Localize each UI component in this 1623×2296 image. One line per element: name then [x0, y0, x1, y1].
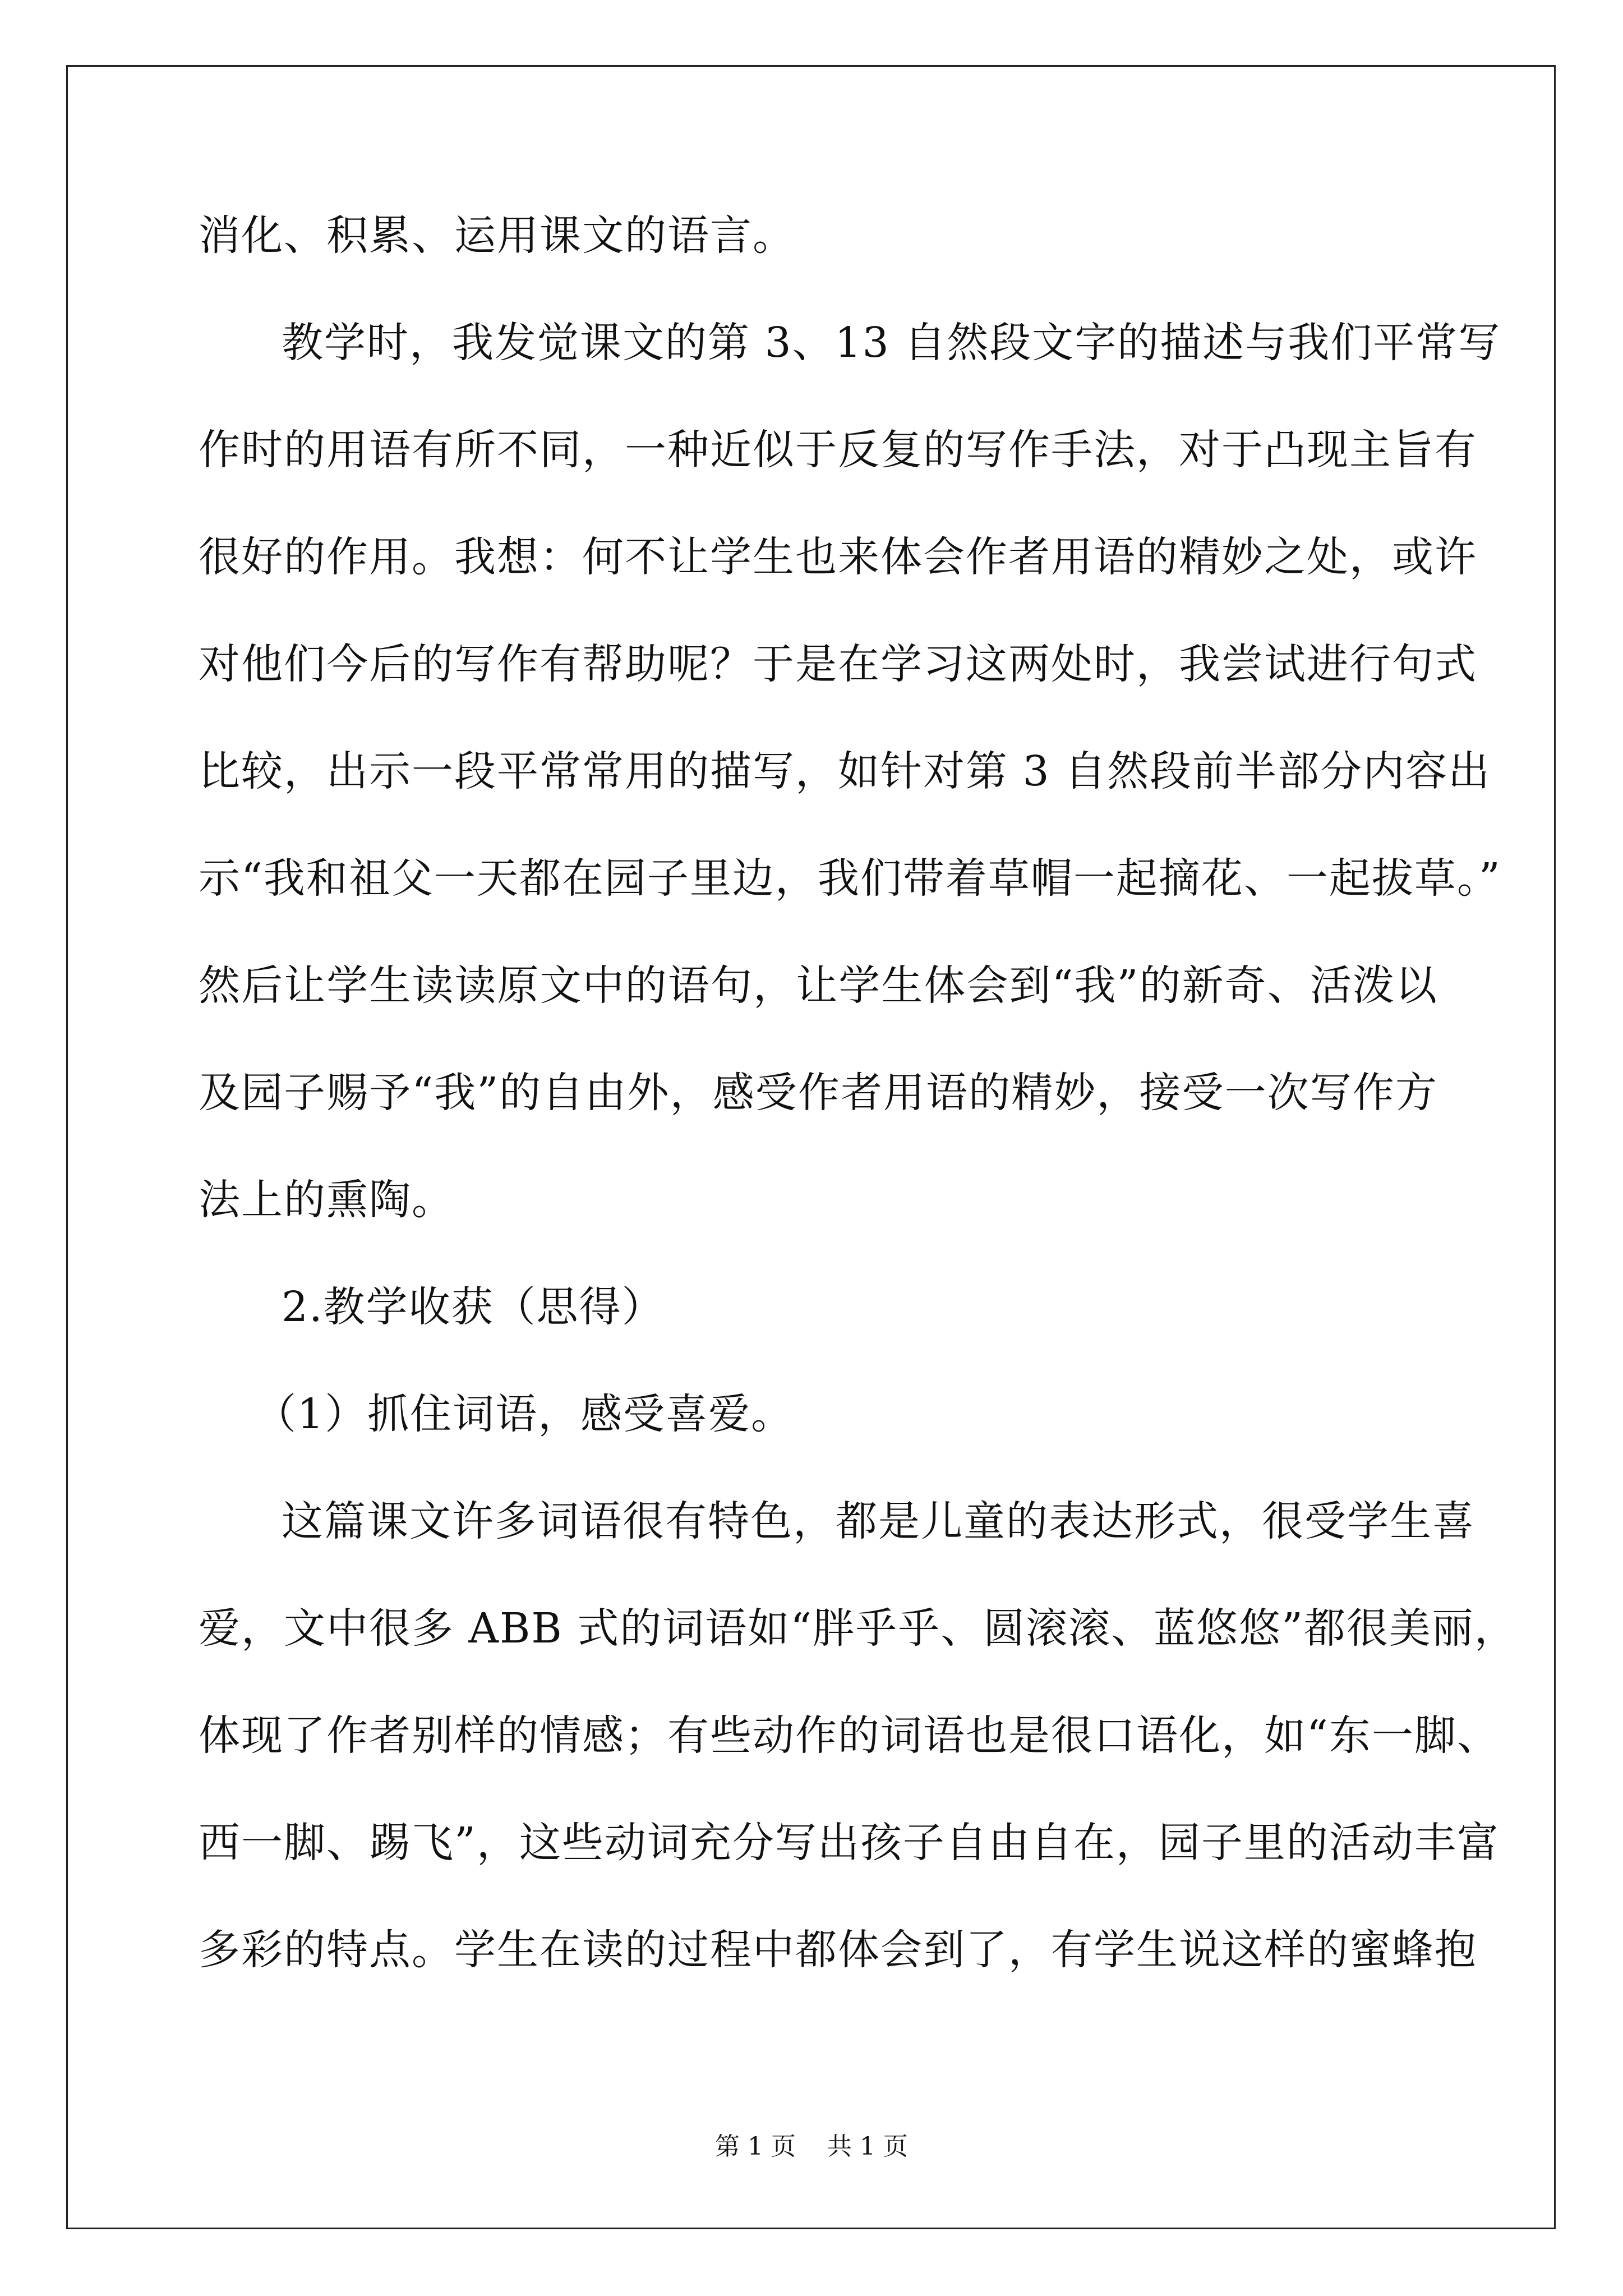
text-line: 及园子赐予“我”的自由外，感受作者用语的精妙，接受一次写作方 — [199, 1069, 1438, 1117]
text-line: 示“我和祖父一天都在园子里边，我们带着草帽一起摘花、一起拔草。” — [199, 854, 1501, 903]
subsection-heading: （1）抓住词语，感受喜爱。 — [255, 1390, 794, 1438]
text-line: 很好的作用。我想：何不让学生也来体会作者用语的精妙之处，或许 — [199, 533, 1477, 581]
document-body — [199, 211, 1517, 2035]
text-line: 法上的熏陶。 — [199, 1176, 454, 1224]
text-line: 体现了作者别样的情感；有些动作的词语也是很口语化，如“东一脚、 — [199, 1711, 1500, 1760]
text-line: 比较，出示一段平常常用的描写，如针对第 3 自然段前半部分内容出 — [199, 747, 1491, 795]
text-line: 对他们今后的写作有帮助呢？于是在学习这两处时，我尝试进行句式 — [199, 640, 1477, 688]
text-line: 这篇课文许多词语很有特色，都是儿童的表达形式，很受学生喜 — [282, 1497, 1475, 1545]
text-line: 作时的用语有所不同，一种近似于反复的写作手法，对于凸现主旨有 — [199, 426, 1477, 474]
text-line: 然后让学生读读原文中的语句，让学生体会到“我”的新奇、活泼以 — [199, 961, 1438, 1010]
section-heading: 2.教学收获（思得） — [282, 1283, 665, 1331]
text-line: 西一脚、踢飞”，这些动词充分写出孩子自由自在，园子里的活动丰富 — [199, 1819, 1500, 1867]
text-line: 教学时，我发觉课文的第 3、13 自然段文字的描述与我们平常写 — [282, 319, 1501, 367]
text-line: 消化、积累、运用课文的语言。 — [199, 211, 795, 260]
text-line: 多彩的特点。学生在读的过程中都体会到了，有学生说这样的蜜蜂抱 — [199, 1926, 1477, 1974]
text-line: 爱，文中很多 ABB 式的词语如“胖乎乎、圆滚滚、蓝悠悠”都很美丽， — [199, 1604, 1517, 1653]
page-number-footer: 第 1 页 共 1 页 — [715, 2132, 908, 2161]
